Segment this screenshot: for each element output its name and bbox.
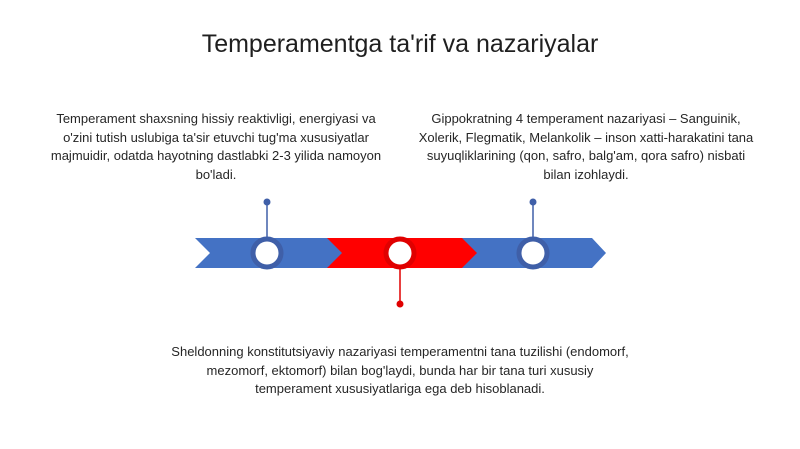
description-sheldon-theory: Sheldonning konstitutsiyaviy nazariyasi temperamentni tana tuzilishi (endomorf, mezomorf, ektomorf) bilan bog'laydi, bunda har bir tana turi xususiy temperament xususiyatlariga ega deb hisoblanadi. xyxy=(171,344,629,396)
description-temperament-definition: Temperament shaxsning hissiy reaktivligi, energiyasi va o'zini tutish uslubiga ta'sir etuvchi tug'ma xususiyatlar majmuidir, odatda hayotning dastlabki 2-3 yilida namoyon bo'ladi. xyxy=(50,111,382,182)
slide-title: Temperamentga ta'rif va nazariyalar xyxy=(201,30,599,58)
timeline-marker-2 xyxy=(386,239,414,267)
connector-dot-1 xyxy=(264,199,271,206)
connector-dot-3 xyxy=(530,199,537,206)
timeline-marker-1 xyxy=(253,239,281,267)
connector-dot-2 xyxy=(397,301,404,308)
description-hippocrates-theory: Gippokratning 4 temperament nazariyasi – Sanguinik, Xolerik, Flegmatik, Melankolik – inson xatti-harakatini tana suyuqliklarining (qon, safro, balg'am, qora safro) nisbati bilan izohlaydi. xyxy=(418,111,754,182)
timeline-marker-3 xyxy=(519,239,547,267)
